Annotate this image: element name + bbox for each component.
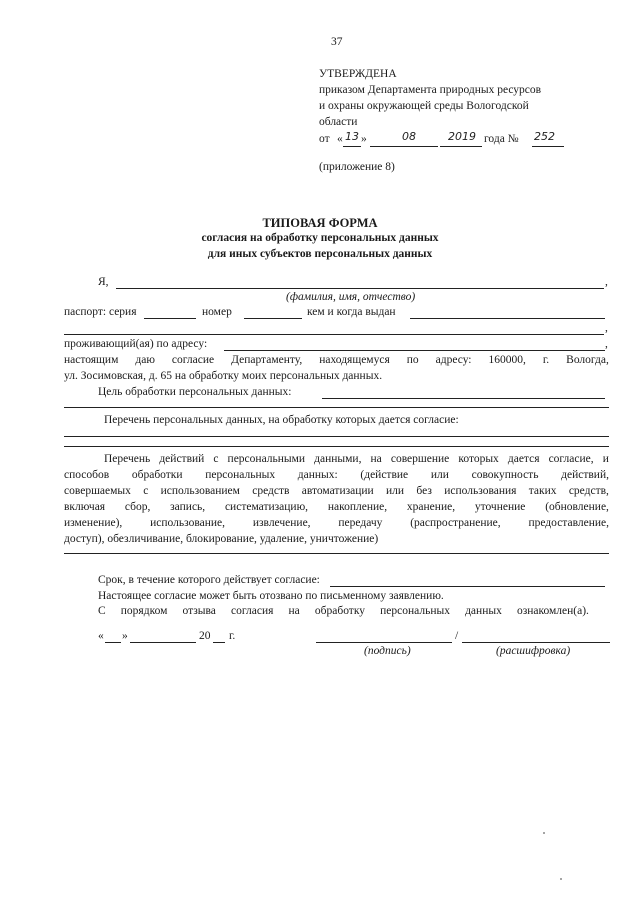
approval-from-prefix: от	[319, 133, 330, 145]
actions-word: запись,	[170, 501, 206, 513]
actions-word: совершение	[390, 453, 450, 465]
signature-field[interactable]	[316, 642, 452, 643]
consent-word: настоящим	[64, 354, 119, 366]
page-number: 37	[331, 36, 343, 48]
approval-year-underline	[440, 146, 482, 147]
actions-word: согласие,	[548, 453, 594, 465]
actions-word: совершаемых	[64, 485, 131, 497]
approval-month-underline	[370, 146, 438, 147]
approval-day-open-quote: «	[337, 133, 343, 145]
actions-word: действий,	[561, 469, 609, 481]
actions-word: предоставление,	[528, 517, 609, 529]
actions-word: передачу	[338, 517, 383, 529]
actions-word: использование,	[150, 517, 226, 529]
actions-word: или	[430, 469, 449, 481]
acquainted-word: персональных	[380, 605, 450, 617]
acquainted-word: согласия	[231, 605, 274, 617]
actions-word: таких	[528, 485, 557, 497]
consent-word: адресу:	[435, 354, 472, 366]
approval-line-1: приказом Департамента природных ресурсов	[319, 84, 542, 96]
passport-continuation-comma: ,	[605, 322, 608, 334]
approval-line-2: и охраны окружающей среды Вологодской	[319, 100, 529, 112]
approval-day-value: 13	[345, 130, 359, 143]
actions-word: включая	[64, 501, 106, 513]
date-year-prefix: 20	[199, 630, 211, 642]
actions-word: и	[602, 453, 609, 465]
actions-word: извлечение,	[252, 517, 311, 529]
actions-line-1	[104, 453, 609, 465]
consent-word: г.	[542, 354, 550, 366]
consent-word: даю	[135, 354, 155, 366]
form-subtitle-1: согласия на обработку персональных данных	[201, 232, 439, 244]
actions-word: персональных	[205, 469, 276, 481]
acquainted-word: ознакомлен(а).	[516, 605, 589, 617]
term-label: Срок, в течение которого действует согласие:	[98, 574, 320, 586]
date-year-suffix: г.	[229, 630, 236, 642]
actions-word: совокупность	[471, 469, 539, 481]
actions-word: с	[143, 485, 149, 497]
consent-word: Вологда,	[566, 354, 609, 366]
consent-word: согласие	[171, 354, 215, 366]
approval-heading: УТВЕРЖДЕНА	[319, 68, 397, 80]
data-list-field-2[interactable]	[64, 446, 609, 447]
data-list-field-1[interactable]	[64, 436, 609, 437]
approval-number-underline	[532, 146, 564, 147]
consent-word: по	[406, 354, 419, 366]
date-month-field[interactable]	[130, 642, 196, 643]
actions-word: уточнение	[474, 501, 526, 513]
date-open-quote: «	[98, 630, 104, 642]
actions-word: Перечень	[104, 453, 151, 465]
fio-caption: (фамилия, имя, отчество)	[286, 291, 416, 303]
actions-word: на	[370, 453, 382, 465]
scan-speck	[560, 878, 562, 880]
fio-comma: ,	[605, 276, 608, 288]
actions-line-2	[64, 469, 609, 481]
approval-day-close-quote: »	[361, 133, 367, 145]
actions-word: способов	[64, 469, 110, 481]
approval-appendix: (приложение 8)	[319, 161, 395, 173]
acquainted-word: порядком	[120, 605, 168, 617]
issued-by-label: кем и когда выдан	[307, 306, 396, 318]
address-comma: ,	[605, 338, 608, 350]
consent-word: Департаменту,	[231, 354, 303, 366]
approval-year-value: 2019	[448, 130, 476, 143]
actions-word: сбор,	[124, 501, 151, 513]
scan-speck	[543, 832, 545, 834]
issued-by-field[interactable]	[410, 318, 605, 319]
date-close-quote: »	[122, 630, 128, 642]
actions-line-3	[64, 485, 609, 497]
address-field[interactable]	[224, 350, 605, 351]
signature-slash: /	[455, 630, 459, 642]
actions-word: обработки	[131, 469, 183, 481]
form-title: ТИПОВАЯ ФОРМА	[262, 216, 378, 230]
purpose-field[interactable]	[322, 398, 605, 399]
actions-word: данными,	[314, 453, 362, 465]
actions-word: (обновление,	[545, 501, 609, 513]
passport-continuation-field[interactable]	[64, 334, 604, 335]
approval-day-underline	[343, 146, 361, 147]
actions-word: действий	[159, 453, 205, 465]
residing-label: проживающий(ая) по адресу:	[64, 338, 208, 350]
consent-line-2: ул. Зосимовская, д. 65 на обработку моих персональных данных.	[64, 370, 383, 382]
actions-field[interactable]	[64, 553, 609, 554]
actions-word: с	[213, 453, 219, 465]
passport-series-label: паспорт: серия	[64, 306, 137, 318]
actions-word: (действие	[360, 469, 409, 481]
actions-line-4	[64, 501, 609, 513]
date-year-field[interactable]	[213, 642, 225, 643]
acquainted-word: С	[98, 605, 106, 617]
actions-word: систематизацию,	[224, 501, 309, 513]
actions-word: (распространение,	[410, 517, 501, 529]
actions-word: хранение,	[406, 501, 456, 513]
actions-word: использования	[444, 485, 517, 497]
term-field[interactable]	[330, 586, 605, 587]
fio-field[interactable]	[116, 288, 604, 289]
i-label: Я,	[98, 276, 109, 288]
purpose-label: Цель обработки персональных данных:	[98, 386, 292, 398]
actions-line-6: доступ), обезличивание, блокирование, удаление, уничтожение)	[64, 533, 379, 545]
acquainted-word: обработку	[314, 605, 366, 617]
consent-word: находящемуся	[319, 354, 390, 366]
decoding-field[interactable]	[462, 642, 610, 643]
revocable-text: Настоящее согласие может быть отозвано по письменному заявлению.	[98, 590, 444, 602]
actions-word: дается	[507, 453, 540, 465]
form-subtitle-2: для иных субъектов персональных данных	[207, 248, 433, 260]
signature-caption: (подпись)	[364, 645, 411, 657]
acquainted-word: отзыва	[182, 605, 216, 617]
actions-word: без	[416, 485, 432, 497]
acquainted-word: данных	[465, 605, 502, 617]
date-day-field[interactable]	[105, 642, 121, 643]
approval-line-3: области	[319, 116, 358, 128]
approval-number-value: 252	[534, 130, 555, 143]
approval-month-value: 08	[402, 130, 416, 143]
passport-number-field[interactable]	[244, 318, 302, 319]
decoding-caption: (расшифровка)	[496, 645, 571, 657]
actions-word: накопление,	[327, 501, 388, 513]
actions-line-5	[64, 517, 609, 529]
actions-word: которых	[458, 453, 499, 465]
actions-word: или	[386, 485, 405, 497]
actions-word: средств	[252, 485, 290, 497]
actions-word: данных:	[297, 469, 338, 481]
passport-series-field[interactable]	[144, 318, 196, 319]
acquainted-line	[98, 605, 589, 617]
actions-word: автоматизации	[301, 485, 374, 497]
purpose-field-continued[interactable]	[64, 407, 609, 408]
approval-year-suffix: года №	[484, 133, 519, 145]
actions-word: использованием	[160, 485, 240, 497]
consent-line-1	[64, 354, 609, 366]
actions-word: изменение),	[64, 517, 123, 529]
consent-word: 160000,	[488, 354, 526, 366]
passport-number-label: номер	[202, 306, 232, 318]
actions-word: персональными	[227, 453, 306, 465]
actions-word: средств,	[568, 485, 609, 497]
acquainted-word: на	[288, 605, 300, 617]
data-list-heading: Перечень персональных данных, на обработку которых дается согласие:	[104, 414, 459, 426]
